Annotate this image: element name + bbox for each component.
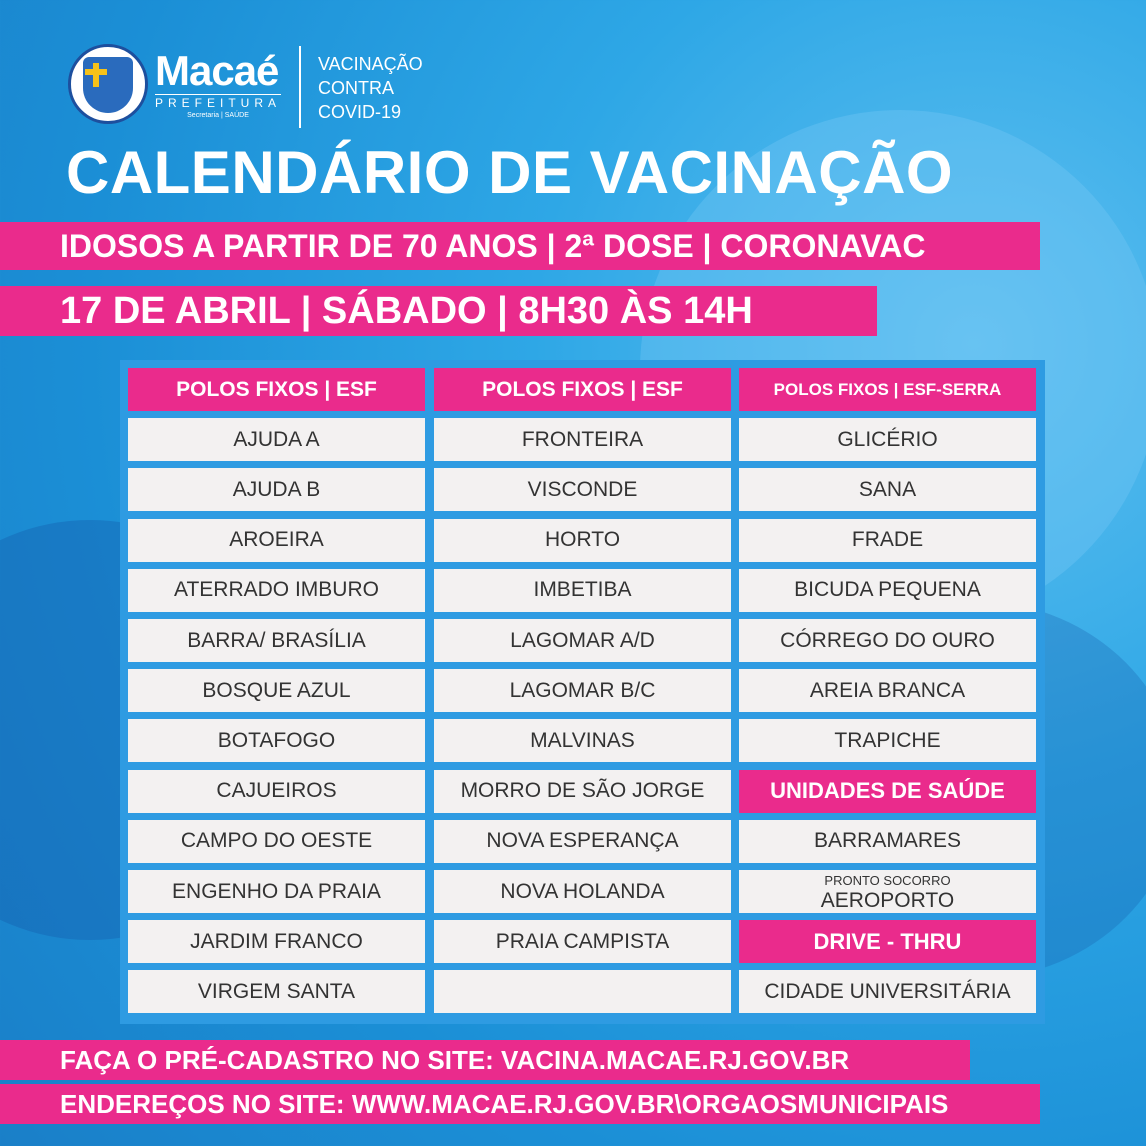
section-header-health-units: UNIDADES DE SAÚDE <box>739 770 1036 813</box>
site-cell <box>434 970 731 1013</box>
header-divider <box>299 46 301 128</box>
campaign-line-2: CONTRA <box>318 78 394 98</box>
site-cell-aeroporto <box>739 870 1036 913</box>
column-header: POLOS FIXOS | ESF-SERRA <box>739 368 1036 411</box>
brand-logo <box>155 47 282 119</box>
brand-secretaria: Secretaria | SAÚDE <box>187 112 249 119</box>
site-cell: CAJUEIROS <box>128 770 425 813</box>
site-cell: BARRA/ BRASÍLIA <box>128 619 425 662</box>
pre-registration-banner: FAÇA O PRÉ-CADASTRO NO SITE: VACINA.MACAE.RJ.GOV.BR <box>0 1040 970 1080</box>
site-cell: TRAPICHE <box>739 719 1036 762</box>
site-cell: VISCONDE <box>434 468 731 511</box>
page-title: CALENDÁRIO DE VACINAÇÃO <box>66 139 954 206</box>
site-cell: AJUDA B <box>128 468 425 511</box>
site-cell: HORTO <box>434 519 731 562</box>
site-cell: PRAIA CAMPISTA <box>434 920 731 963</box>
site-cell: ATERRADO IMBURO <box>128 569 425 612</box>
audience-banner: IDOSOS A PARTIR DE 70 ANOS | 2ª DOSE | CORONAVAC <box>0 222 1040 270</box>
macae-coat-of-arms-icon <box>68 44 148 124</box>
section-header-drive-thru: DRIVE - THRU <box>739 920 1036 963</box>
site-note: PRONTO SOCORRO <box>824 872 951 888</box>
site-cell: VIRGEM SANTA <box>128 970 425 1013</box>
site-cell: MORRO DE SÃO JORGE <box>434 770 731 813</box>
site-cell: MALVINAS <box>434 719 731 762</box>
site-cell: CÓRREGO DO OURO <box>739 619 1036 662</box>
site-cell: BOSQUE AZUL <box>128 669 425 712</box>
addresses-banner: ENDEREÇOS NO SITE: WWW.MACAE.RJ.GOV.BR\ORGAOSMUNICIPAIS <box>0 1084 1040 1124</box>
date-banner: 17 DE ABRIL | SÁBADO | 8H30 ÀS 14H <box>0 286 877 336</box>
site-cell: FRADE <box>739 519 1036 562</box>
campaign-label <box>318 52 423 124</box>
site-cell: NOVA ESPERANÇA <box>434 820 731 863</box>
site-cell: LAGOMAR A/D <box>434 619 731 662</box>
site-cell: CIDADE UNIVERSITÁRIA <box>739 970 1036 1013</box>
brand-subtitle: PREFEITURA <box>155 96 282 110</box>
site-cell: AJUDA A <box>128 418 425 461</box>
site-cell: LAGOMAR B/C <box>434 669 731 712</box>
site-cell: CAMPO DO OESTE <box>128 820 425 863</box>
brand-name: Macaé <box>155 47 279 94</box>
column-header: POLOS FIXOS | ESF <box>128 368 425 411</box>
site-cell: BARRAMARES <box>739 820 1036 863</box>
site-cell: FRONTEIRA <box>434 418 731 461</box>
vaccination-sites-table <box>120 360 1045 1024</box>
site-cell: AREIA BRANCA <box>739 669 1036 712</box>
campaign-line-1: VACINAÇÃO <box>318 54 423 74</box>
site-cell: GLICÉRIO <box>739 418 1036 461</box>
campaign-line-3: COVID-19 <box>318 102 402 122</box>
site-cell: BICUDA PEQUENA <box>739 569 1036 612</box>
site-cell: BOTAFOGO <box>128 719 425 762</box>
site-cell: SANA <box>739 468 1036 511</box>
column-header: POLOS FIXOS | ESF <box>434 368 731 411</box>
site-name: AEROPORTO <box>820 888 955 912</box>
site-cell: IMBETIBA <box>434 569 731 612</box>
site-cell: AROEIRA <box>128 519 425 562</box>
site-cell: JARDIM FRANCO <box>128 920 425 963</box>
site-cell: NOVA HOLANDA <box>434 870 731 913</box>
site-cell: ENGENHO DA PRAIA <box>128 870 425 913</box>
